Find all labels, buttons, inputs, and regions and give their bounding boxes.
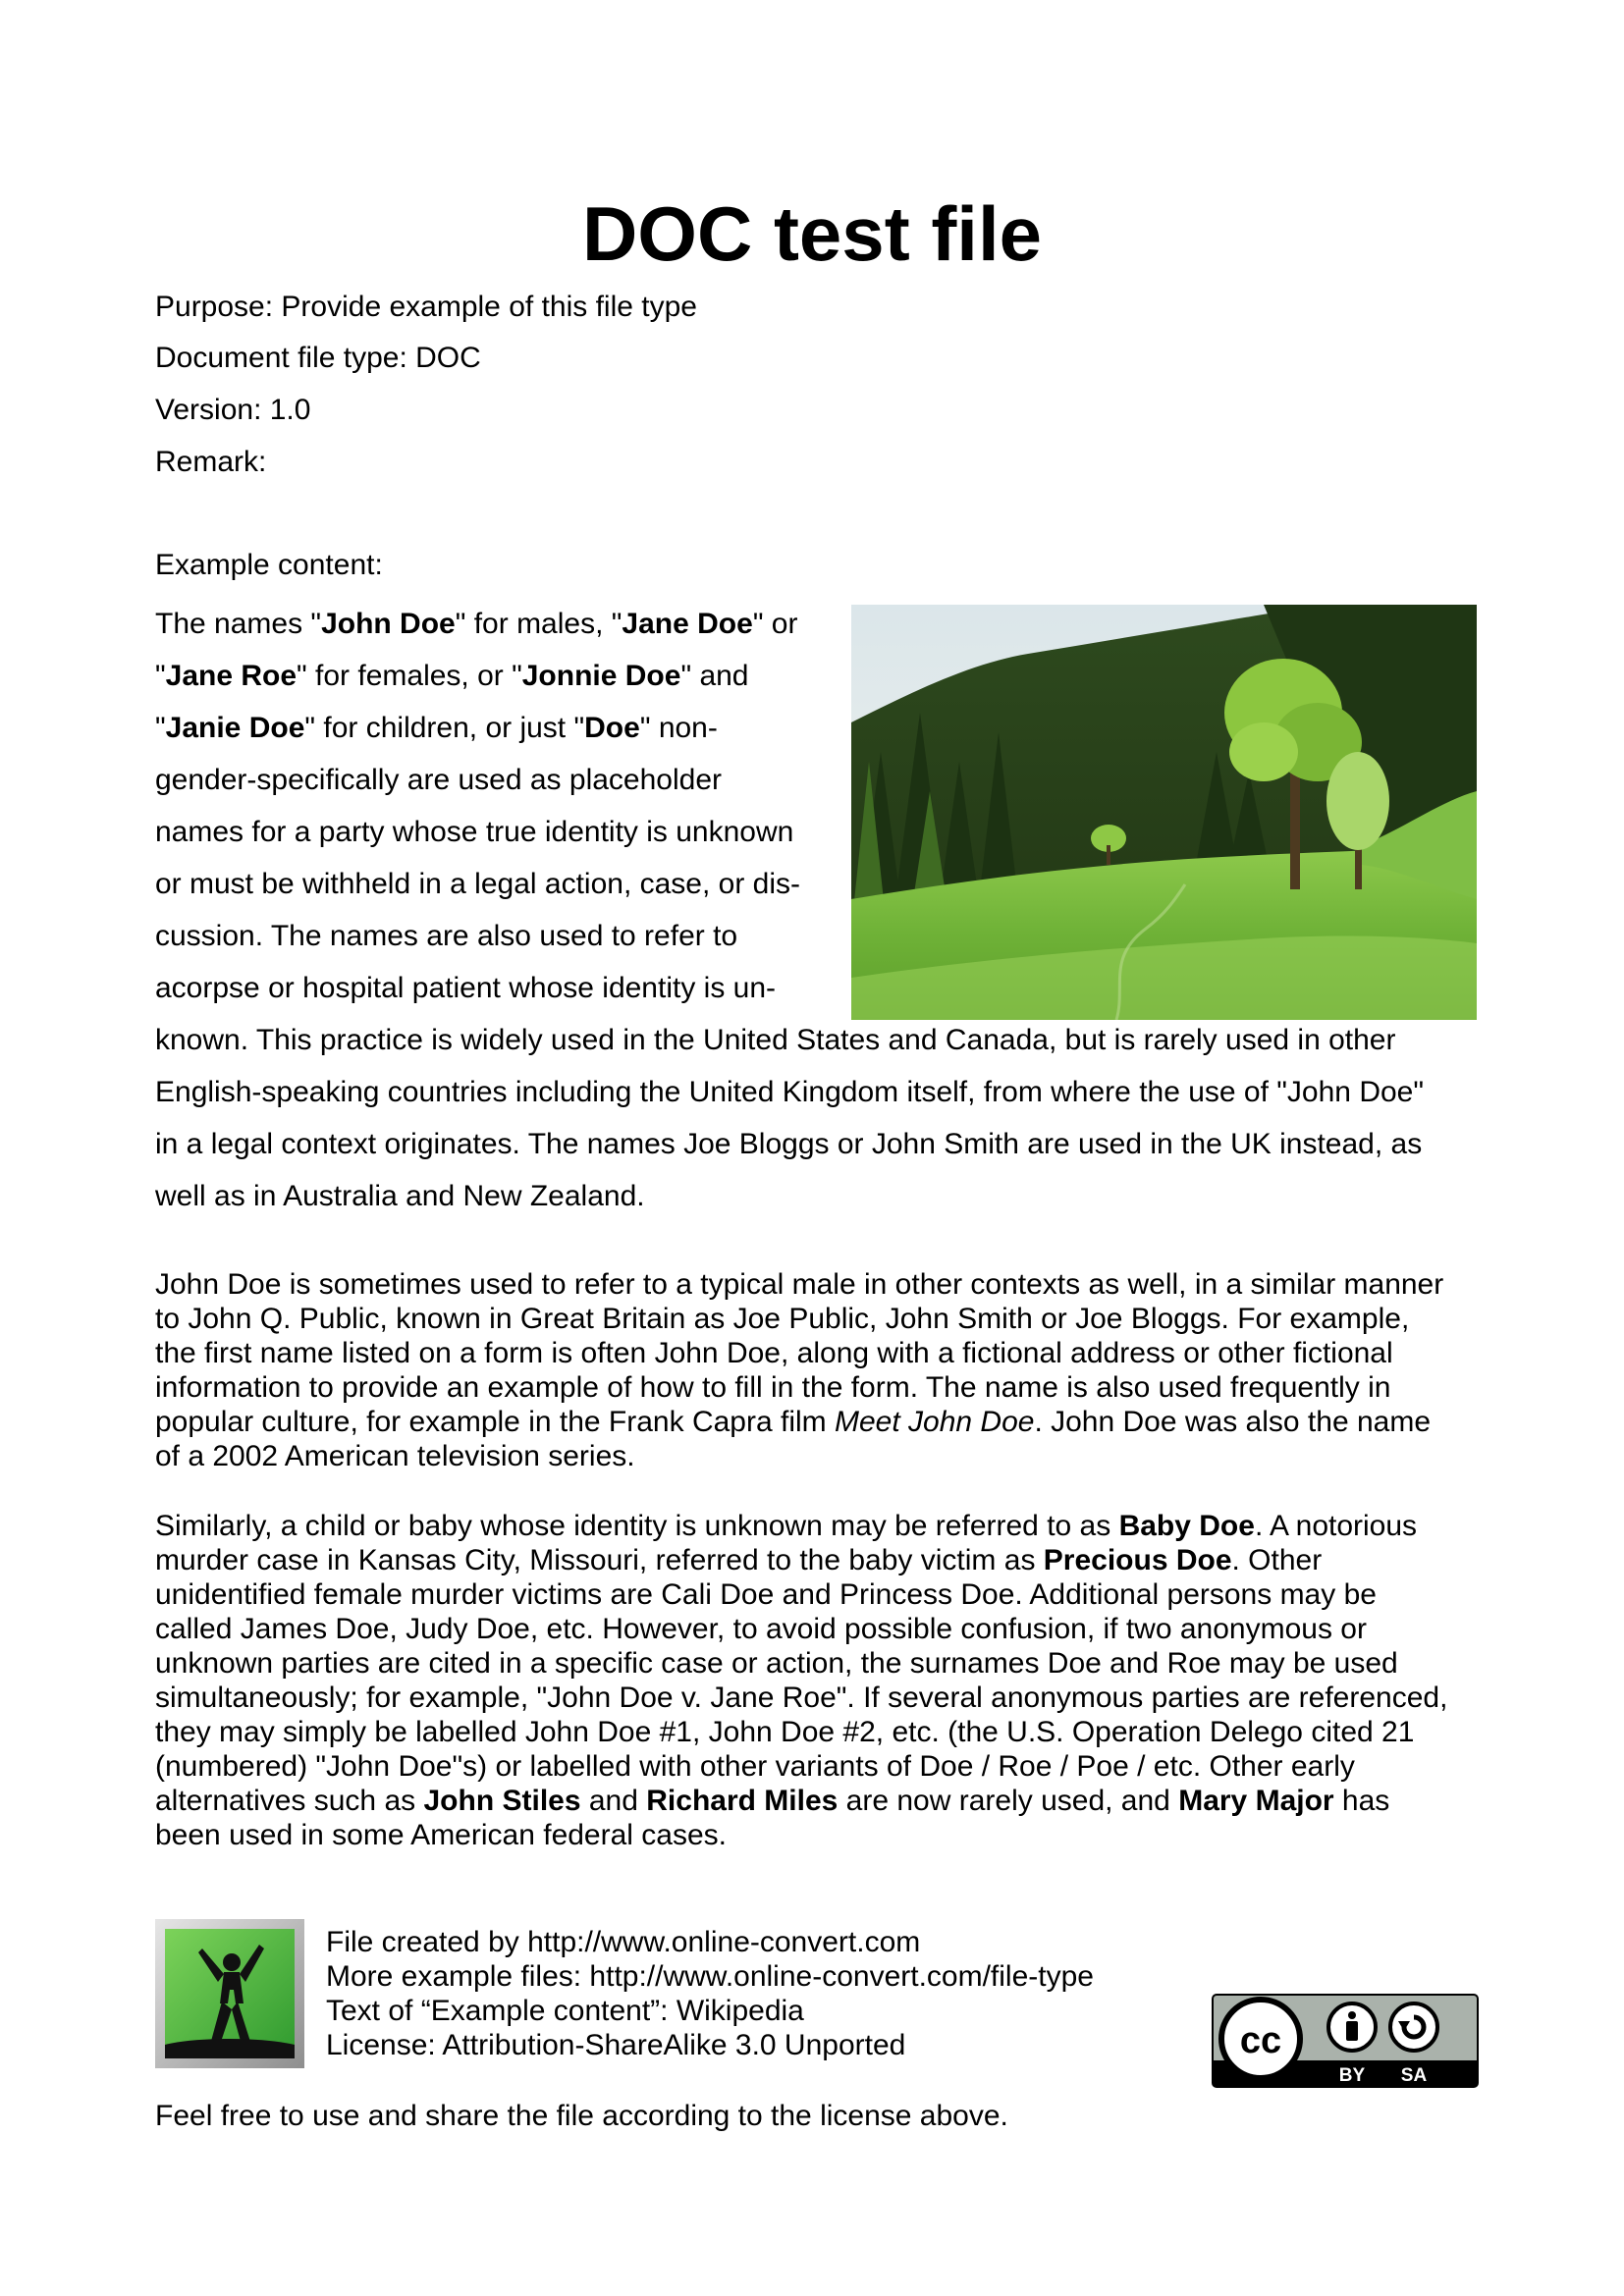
cc-by-sa-badge	[1212, 1994, 1479, 2088]
document-title: DOC test file	[581, 190, 1043, 277]
text-line: Similarly, a child or baby whose identity is unknown may be referred to as Baby Doe. A notorious	[155, 1510, 1418, 1542]
body-paragraph-2	[155, 1267, 1490, 1473]
cc-text: cc	[1239, 2020, 1282, 2061]
cc-sa-label: SA	[1400, 2065, 1428, 2086]
text-line: The names "John Doe" for males, "Jane Doe" or	[155, 608, 798, 640]
text-line: "Jane Roe" for females, or "Jonnie Doe" and	[155, 660, 749, 692]
footer-more-files: More example files: http://www.online-convert.com/file-type	[326, 1960, 1094, 1993]
text-line: cussion. The names are also used to refer to	[155, 920, 738, 952]
footer-created-by: File created by http://www.online-convert.com	[326, 1926, 921, 1958]
text-line: well as in Australia and New Zealand.	[155, 1180, 645, 1212]
text-line: gender-specifically are used as placeholder	[155, 764, 723, 796]
cc-by-label: BY	[1338, 2065, 1366, 2086]
text-line: information to provide an example of how to fill in the form. The name is also used frequently in	[155, 1371, 1391, 1404]
meta-version: Version: 1.0	[155, 394, 311, 426]
text-line: names for a party whose true identity is unknown	[155, 816, 794, 848]
meta-file-type: Document file type: DOC	[155, 342, 481, 374]
text-line: alternatives such as John Stiles and Richard Miles are now rarely used, and Mary Major has	[155, 1785, 1390, 1817]
text-line: unidentified female murder victims are Cali Doe and Princess Doe. Additional persons may be	[155, 1578, 1377, 1611]
meta-purpose: Purpose: Provide example of this file type	[155, 291, 697, 323]
footer-text-source: Text of “Example content”: Wikipedia	[326, 1995, 804, 2027]
text-line: John Doe is sometimes used to refer to a typical male in other contexts as well, in a similar manner	[155, 1268, 1444, 1301]
text-line: in a legal context originates. The names Joe Bloggs or John Smith are used in the UK instead, as	[155, 1128, 1423, 1160]
text-line: known. This practice is widely used in the United States and Canada, but is rarely used in other	[155, 1024, 1396, 1056]
footer-license: License: Attribution-ShareAlike 3.0 Unported	[326, 2029, 906, 2061]
text-line: they may simply be labelled John Doe #1, John Doe #2, etc. (the U.S. Operation Delego cited 21	[155, 1716, 1415, 1748]
footer-closing: Feel free to use and share the file according to the license above.	[155, 2100, 1008, 2132]
text-line: to John Q. Public, known in Great Britain as Joe Public, John Smith or Joe Bloggs. For example,	[155, 1303, 1410, 1335]
text-line: murder case in Kansas City, Missouri, referred to the baby victim as Precious Doe. Other	[155, 1544, 1323, 1576]
text-line: the first name listed on a form is often John Doe, along with a fictional address or other fictional	[155, 1337, 1393, 1369]
meadow-forest-photo	[851, 605, 1477, 1020]
text-line: called James Doe, Judy Doe, etc. However, to avoid possible confusion, if two anonymous or	[155, 1613, 1367, 1645]
body-paragraph-3	[155, 1509, 1490, 1852]
text-line: English-speaking countries including the United Kingdom itself, from where the use of "John Doe"	[155, 1076, 1425, 1108]
text-line: or must be withheld in a legal action, case, or dis-	[155, 868, 800, 900]
text-line: of a 2002 American television series.	[155, 1440, 635, 1472]
online-convert-logo	[155, 1919, 304, 2068]
example-heading: Example content:	[155, 549, 383, 581]
text-line: acorpse or hospital patient whose identity is un-	[155, 972, 777, 1004]
text-line: unknown parties are cited in a specific case or action, the surnames Doe and Roe may be used	[155, 1647, 1398, 1680]
text-line: "Janie Doe" for children, or just "Doe" non-	[155, 712, 718, 744]
text-line: (numbered) "John Doe"s) or labelled with other variants of Doe / Roe / Poe / etc. Other early	[155, 1750, 1355, 1783]
text-line: been used in some American federal cases.	[155, 1819, 727, 1851]
meta-remark: Remark:	[155, 446, 267, 478]
text-line: popular culture, for example in the Frank Capra film Meet John Doe. John Doe was also the name	[155, 1406, 1432, 1438]
text-line: simultaneously; for example, "John Doe v. Jane Roe". If several anonymous parties are referenced,	[155, 1682, 1448, 1714]
